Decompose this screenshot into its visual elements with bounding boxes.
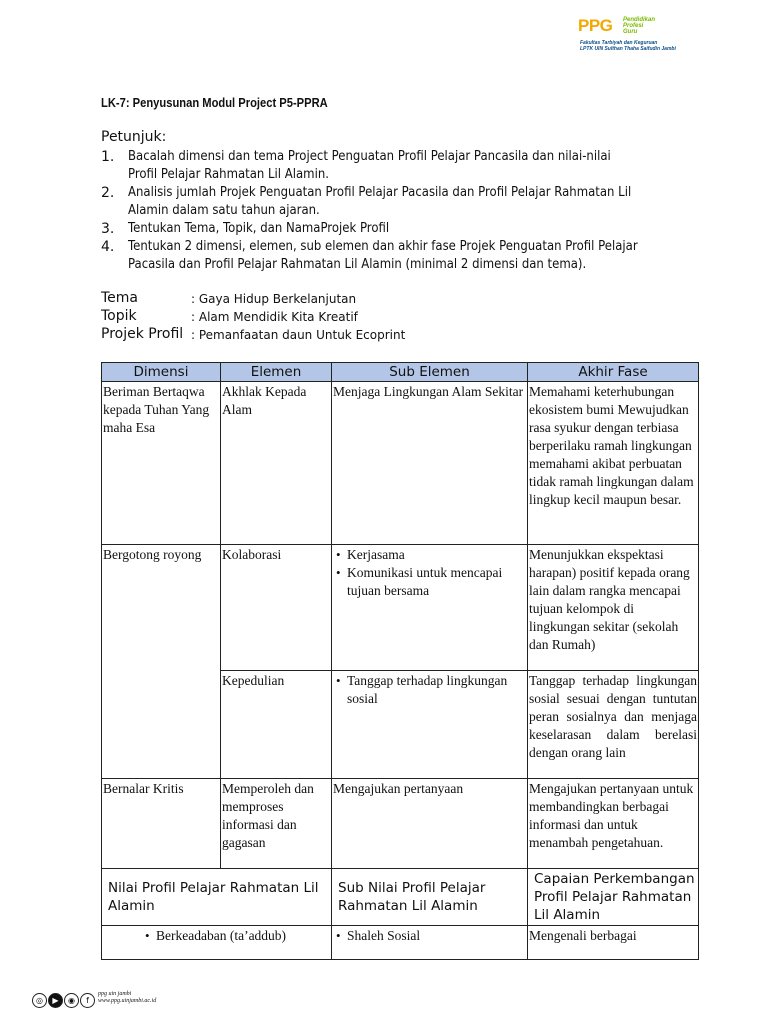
cell-akhir-fase: Memahami keterhubungan ekosistem bumi Mewujudkan rasa syukur dengan terbiasa berperilaku ramah lingkungan memahami akibat perbuatan tidak ramah lingkungan dalam lingkup kecil maupun besar. xyxy=(528,382,699,545)
cell-sub-elemen xyxy=(332,545,528,671)
cell-akhir-fase: Mengajukan pertanyaan untuk membandingkan berbagai informasi dan untuk menambah pengetahuan. xyxy=(528,779,699,869)
logo-tagline-3: Guru xyxy=(623,29,638,35)
sub-nilai-list xyxy=(333,927,526,945)
instruction-number: 4. xyxy=(101,239,115,255)
footer-text xyxy=(98,991,156,1005)
list-item: • Komunikasi untuk mencapai tujuan bersama xyxy=(347,564,526,600)
header-akhir-fase: Akhir Fase xyxy=(528,363,699,382)
cell-nilai xyxy=(102,926,332,960)
list-item: • Tanggap terhadap lingkungan sosial xyxy=(347,672,526,708)
instruction-number: 3. xyxy=(101,221,115,237)
subheader-capaian: Capaian Perkembangan Profil Pelajar Rahmatan Lil Alamin xyxy=(528,869,699,926)
globe-icon: ◎ xyxy=(32,993,47,1008)
instruction-line: Tentukan 2 dimensi, elemen, sub elemen dan akhir fase Projek Penguatan Profil Pelajar xyxy=(128,239,638,254)
instruction-line: Pacasila dan Profil Pelajar Rahmatan Lil Alamin (minimal 2 dimensi dan tema). xyxy=(128,257,587,272)
logo-brand: PPG xyxy=(578,16,613,35)
logo-tagline-1: Pendidikan xyxy=(623,17,656,23)
cell-elemen: Memperoleh dan memproses informasi dan gagasan xyxy=(221,779,332,869)
topik-value: : Alam Mendidik Kita Kreatif xyxy=(191,310,358,324)
tema-value: : Gaya Hidup Berkelanjutan xyxy=(191,292,357,306)
instagram-icon: ◉ xyxy=(64,993,79,1008)
instruction-line: Tentukan Tema, Topik, dan NamaProjek Profil xyxy=(128,221,390,236)
logo-line-1: Fakultas Tarbiyah dan Keguruan xyxy=(580,40,658,46)
projek-value: : Pemanfaatan daun Untuk Ecoprint xyxy=(191,328,406,342)
instruction-line: Analisis jumlah Projek Penguatan Profil Pelajar Pacasila dan Profil Pelajar Rahmatan Lil xyxy=(128,185,632,200)
table-row xyxy=(102,779,699,869)
tema-label: Tema xyxy=(101,290,139,306)
cell-sub-nilai xyxy=(332,926,528,960)
header-dimensi: Dimensi xyxy=(102,363,221,382)
instruction-item xyxy=(101,148,681,184)
table-row xyxy=(102,545,699,671)
header-elemen: Elemen xyxy=(221,363,332,382)
document-title: LK-7: Penyusunan Modul Project P5-PPRA xyxy=(101,95,328,110)
instruction-item xyxy=(101,184,681,220)
subheader-sub-nilai: Sub Nilai Profil Pelajar Rahmatan Lil Alamin xyxy=(332,869,528,926)
instruction-number: 1. xyxy=(101,149,115,165)
logo-tagline-2: Profesi xyxy=(623,23,644,29)
instructions-list xyxy=(101,148,681,274)
table-header-row xyxy=(102,363,699,382)
instruction-item xyxy=(101,238,681,274)
cell-elemen: Kolaborasi xyxy=(221,545,332,671)
youtube-icon: ▶ xyxy=(48,993,63,1008)
table-subheader-row xyxy=(102,869,699,926)
logo-tagline xyxy=(623,17,655,35)
instruction-number: 2. xyxy=(101,185,115,201)
cell-sub-elemen: Menjaga Lingkungan Alam Sekitar xyxy=(332,382,528,545)
instructions-heading: Petunjuk: xyxy=(101,129,167,145)
table-row xyxy=(102,382,699,545)
meta-topik xyxy=(101,308,358,324)
cell-elemen: Akhlak Kepada Alam xyxy=(221,382,332,545)
topik-label: Topik xyxy=(101,308,137,324)
sub-elemen-list xyxy=(333,672,526,708)
cell-akhir-fase: Tanggap terhadap lingkungan sosial sesuai dengan tuntutan peran sosialnya dan menjaga keselarasan dalam berelasi dengan orang lain xyxy=(528,671,699,779)
header-sub-elemen: Sub Elemen xyxy=(332,363,528,382)
cell-elemen: Kepedulian xyxy=(221,671,332,779)
instruction-line: Alamin dalam satu tahun ajaran. xyxy=(128,203,320,218)
cell-sub-elemen xyxy=(332,671,528,779)
list-item: • Shaleh Sosial xyxy=(347,927,526,945)
subheader-nilai: Nilai Profil Pelajar Rahmatan Lil Alamin xyxy=(102,869,332,926)
logo-line-2: LPTK UIN Sulthan Thaha Saifudin Jambi xyxy=(580,46,676,52)
nilai-list xyxy=(142,927,330,945)
instruction-item xyxy=(101,220,681,238)
meta-projek xyxy=(101,326,406,342)
cell-dimensi: Beriman Bertaqwa kepada Tuhan Yang maha Esa xyxy=(102,382,221,545)
facebook-icon: f xyxy=(80,993,95,1008)
ppg-logo xyxy=(578,16,698,56)
table-row xyxy=(102,926,699,960)
cell-akhir-fase: Menunjukkan ekspektasi harapan) positif kepada orang lain dalam rangka mencapai tujuan kelompok di lingkungan sekitar (sekolah dan Rumah) xyxy=(528,545,699,671)
footer-line-2: www.ppg.uinjambi.ac.id xyxy=(98,998,157,1004)
footer-line-1: ppg uin jambi xyxy=(98,991,132,997)
projek-label: Projek Profil xyxy=(101,326,184,342)
meta-tema xyxy=(101,290,357,306)
cell-dimensi: Bernalar Kritis xyxy=(102,779,221,869)
cell-dimensi: Bergotong royong xyxy=(102,545,221,779)
instruction-line: Bacalah dimensi dan tema Project Penguatan Profil Pelajar Pancasila dan nilai-nilai xyxy=(128,149,611,164)
instruction-line: Profil Pelajar Rahmatan Lil Alamin. xyxy=(128,167,329,182)
modul-table xyxy=(101,362,699,960)
cell-capaian: Mengenali berbagai xyxy=(528,926,699,960)
sub-elemen-list xyxy=(333,546,526,600)
cell-sub-elemen: Mengajukan pertanyaan xyxy=(332,779,528,869)
list-item: • Kerjasama xyxy=(347,546,526,564)
list-item: • Berkeadaban (ta’addub) xyxy=(156,927,330,945)
logo-institution xyxy=(580,40,676,52)
